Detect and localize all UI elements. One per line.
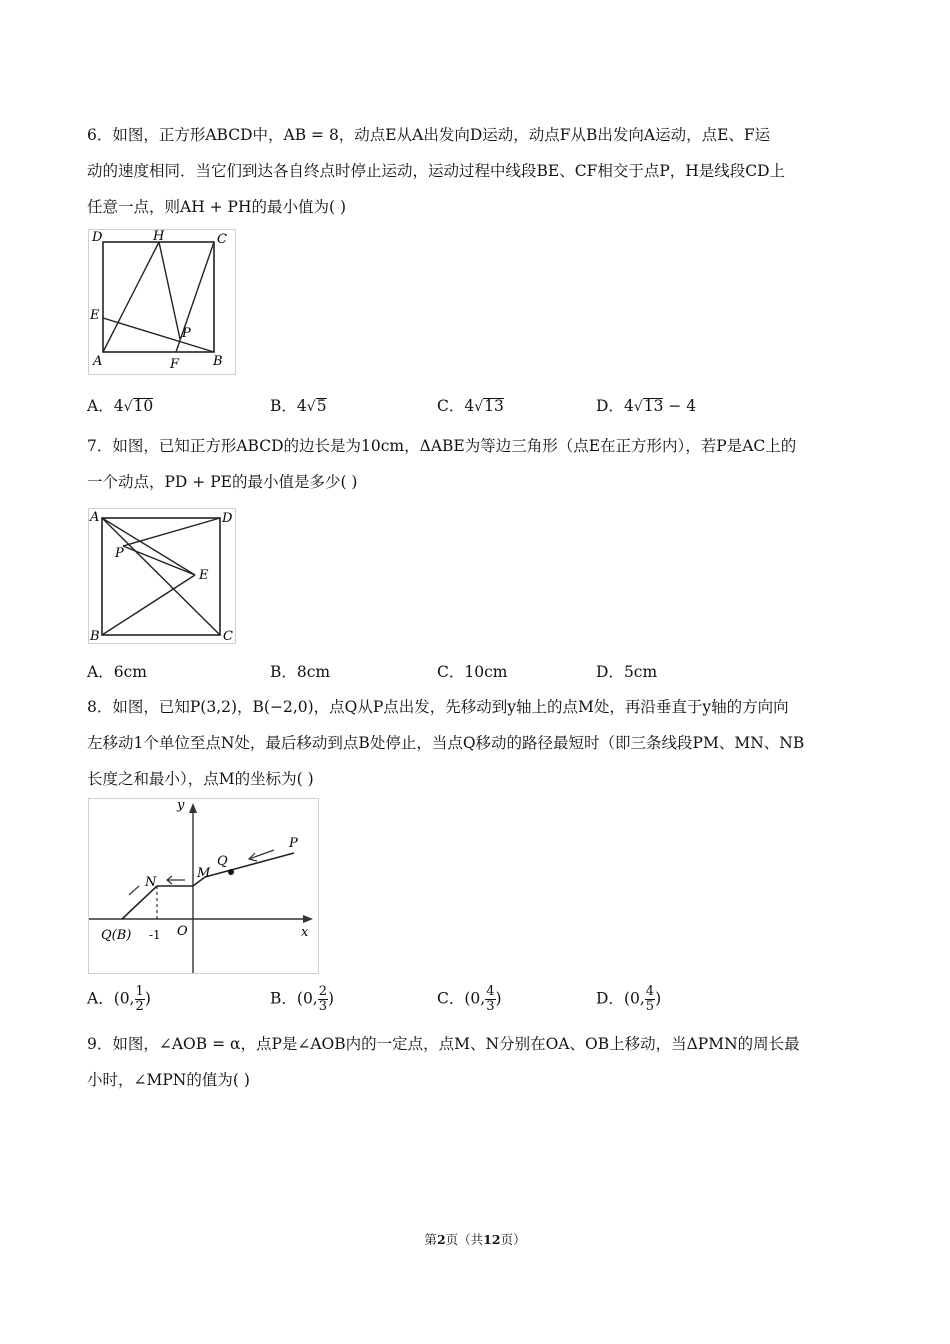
q6-label-d: D <box>92 230 103 245</box>
q8-option-d[interactable]: D．(0, $\frac{4}{5}$ ) <box>596 984 662 1014</box>
q6-line-3: 任意一点，则AH + PH的最小值为( ) <box>87 198 347 216</box>
q8-option-c[interactable]: C．(0, $\frac{4}{3}$ ) <box>437 984 502 1014</box>
q9-line-2: 小时，∠MPN的值为( ) <box>87 1071 250 1089</box>
page-footer: 第2页（共12页） <box>424 1232 526 1247</box>
q8-label-o: O <box>177 924 188 939</box>
q7-line-2: 一个动点，PD + PE的最小值是多少( ) <box>87 473 358 491</box>
current-page: 2 <box>436 1232 446 1247</box>
q8-option-b[interactable]: B．(0, $\frac{2}{3}$ ) <box>270 984 335 1014</box>
q8-line-2: 左移动1个单位至点N处，最后移动到点B处停止，当点Q移动的路径最短时（即三条线段PM、MN、NB <box>87 734 805 752</box>
q7-label-a: A <box>90 510 100 525</box>
q7-label-e: E <box>199 568 209 583</box>
question-8 <box>87 689 877 797</box>
q8-label-x: x <box>301 925 309 940</box>
q8-coordinate-figure <box>88 798 319 974</box>
q8-option-a[interactable]: A．(0, $\frac{1}{2}$ ) <box>87 984 151 1014</box>
question-6 <box>87 117 877 225</box>
q6-label-e: E <box>90 308 100 323</box>
q6-label-f: F <box>170 357 180 372</box>
question-9 <box>87 1026 877 1098</box>
q7-option-a[interactable]: A．6cm <box>87 663 147 681</box>
q8-line-1: 8．如图，已知P(3,2)，B(−2,0)，点Q从P点出发，先移动到y轴上的点M处，再沿垂直于y轴的方向向 <box>87 698 789 716</box>
q7-option-b[interactable]: B．8cm <box>270 663 331 681</box>
q8-line-3: 长度之和最小），点M的坐标为( ) <box>87 770 314 788</box>
q9-line-1: 9．如图，∠AOB = α，点P是∠AOB内的一定点，点M、N分别在OA、OB上移动，当ΔPMN的周长最 <box>87 1035 800 1053</box>
q7-square-figure <box>88 508 236 644</box>
q6-line-1: 6．如图，正方形ABCD中，AB = 8，动点E从A出发向D运动，动点F从B出发向A运动，点E、F运 <box>87 126 771 144</box>
q6-option-a[interactable]: A．4√10 <box>87 397 154 415</box>
q8-tick-minus-one: -1 <box>149 928 161 942</box>
q7-label-p: P <box>115 546 124 561</box>
q8-label-n: N <box>145 875 157 890</box>
q8-label-qb: Q(B) <box>101 928 132 943</box>
q8-label-q: Q <box>217 854 228 869</box>
q6-option-b[interactable]: B．4√5 <box>270 397 327 415</box>
question-7 <box>87 428 877 500</box>
q8-label-y: y <box>177 798 185 813</box>
q7-option-d[interactable]: D．5cm <box>596 663 658 681</box>
q8-label-p: P <box>289 836 298 851</box>
q6-option-d[interactable]: D．4√13 − 4 <box>596 397 697 415</box>
q6-square-figure <box>88 229 236 375</box>
q6-label-a: A <box>93 354 103 369</box>
q7-line-1: 7．如图，已知正方形ABCD的边长是为10cm，ΔABE为等边三角形（点E在正方形内），若P是AC上的 <box>87 437 797 455</box>
q6-label-b: B <box>213 354 223 369</box>
q8-options <box>87 985 887 1021</box>
q6-options <box>87 394 887 424</box>
q6-label-h: H <box>153 229 165 244</box>
q8-label-m: M <box>197 866 211 881</box>
q6-label-p: P <box>182 326 191 341</box>
q7-label-c: C <box>223 629 233 644</box>
q6-label-c: C <box>217 232 227 247</box>
q6-line-2: 动的速度相同．当它们到达各自终点时停止运动，运动过程中线段BE、CF相交于点P，H是线段CD上 <box>87 162 786 180</box>
q7-label-d: D <box>222 511 233 526</box>
total-pages: 12 <box>483 1232 501 1247</box>
q7-label-b: B <box>90 629 100 644</box>
q7-option-c[interactable]: C．10cm <box>437 663 508 681</box>
q7-options <box>87 660 887 690</box>
q6-option-c[interactable]: C．4√13 <box>437 397 504 415</box>
